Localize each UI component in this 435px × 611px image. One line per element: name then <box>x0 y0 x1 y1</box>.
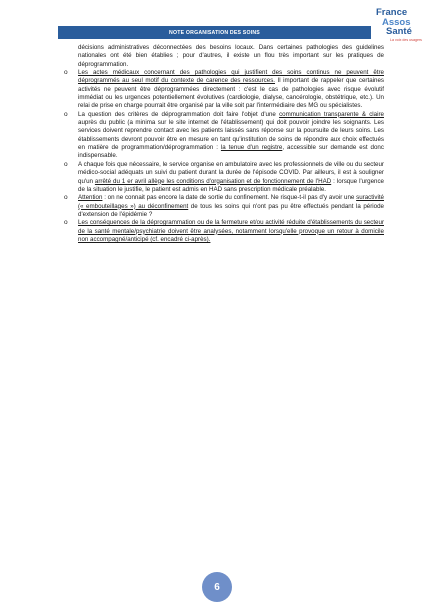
body-text-run: La question des critères de déprogrammation doit faire l'objet d'une <box>78 110 280 118</box>
bullet-marker: o <box>64 219 68 227</box>
bullet-marker: o <box>64 69 68 77</box>
bullet-marker: o <box>64 194 68 202</box>
logo-line-1: France <box>376 7 408 18</box>
page-number: 6 <box>214 581 220 593</box>
header-title: NOTE ORGANISATION DES SOINS <box>169 29 260 36</box>
page-number-badge <box>202 572 232 602</box>
body-text-run: de tous les soins qui n'ont pas pu être effectués pendant la période d'extension de l'épidémie ? <box>78 202 384 218</box>
intro-paragraph: décisions administratives déconnectées des besoins locaux. Dans certaines pathologies des guidelines nationales ont été bien établies ; pour d'autres, il existe un flou très important sur les pratiques de déprogrammation. <box>78 44 384 68</box>
underlined-text: suractivité (« embouteillages ») au déconfinement <box>78 194 384 210</box>
body-text <box>64 44 384 244</box>
body-text-run: Il important de rappeler que certaines activités ne peuvent être déprogrammées directement : c'est le cas de pathologies avec risque évolutif immédiat ou les urgences potentiellement évolutives (cardiologie, dialyse, cancérologie, obstétrique, etc.). Un relai de prise en charge pourrait être organisé par la ville soit par l'intermédiaire des MG ou spécialistes. <box>78 77 384 110</box>
bullet-item-1 <box>64 69 384 111</box>
body-text-run: A chaque fois que nécessaire, le service organise en ambulatoire avec les professionnels de ville ou du secteur médico-social adéquats un suivi du patient durant la durée de l'épisode COVID. Par ailleurs, il est à souligner qu'un <box>78 160 384 185</box>
bullet-list <box>64 69 384 244</box>
body-text-run: : on ne connait pas encore la date de sortie du confinement. Ne risque-t-il pas d'y avoir une <box>102 194 357 202</box>
underlined-text: la tenue d'un registre <box>220 144 283 152</box>
body-text-run: auprès du public (a minima sur le site internet de l'établissement) qui doit pouvoir joindre les soignants. Les services doivent reprendre contact avec les patients laissés sans réponse sur la poursuite de leurs soins. Les établissements devront pouvoir être en mesure en tant qu'institution de soins de répondre aux choix effectués en matière de programmation/déprogrammation : <box>78 119 384 152</box>
bullet-item-3 <box>64 160 384 194</box>
body-text-run: : lorsque l'urgence de la situation le justifie, le patient est admis en HAD sans prescription médicale préalable. <box>78 177 384 193</box>
body-text-run: , accessible sur demande est donc indispensable. <box>78 144 384 160</box>
underlined-text: communication transparente & claire <box>279 110 384 118</box>
bullet-item-5 <box>64 219 384 244</box>
bullet-marker: o <box>64 110 68 118</box>
bullet-item-4 <box>64 194 384 219</box>
header-banner <box>58 26 371 39</box>
underlined-text: Attention <box>78 194 103 202</box>
logo-line-3: Santé <box>386 26 412 37</box>
logo-tagline: La voix des usagers <box>390 37 422 42</box>
logo-line-2: Assos <box>382 16 411 28</box>
bullet-marker: o <box>64 160 68 168</box>
underlined-text: arrêté du 1 er avril allège les conditions d'organisation et de fonctionnement de l'HAD <box>94 177 332 185</box>
bullet-item-2 <box>64 110 384 161</box>
underlined-text: Les conséquences de la déprogrammation ou de la fermeture et/ou activité réduite d'établissements du secteur de la santé mentale/psychiatrie doivent être analysées, notamment lorsqu'elle provoque un retour à domicile non accompagné/anticipé (cf. encadré ci-après). <box>78 219 384 243</box>
underlined-text: Les actes médicaux concernant des pathologies qui justifient des soins continus ne peuvent être déprogrammés au seul motif du contexte de carence des ressources. <box>78 69 384 85</box>
